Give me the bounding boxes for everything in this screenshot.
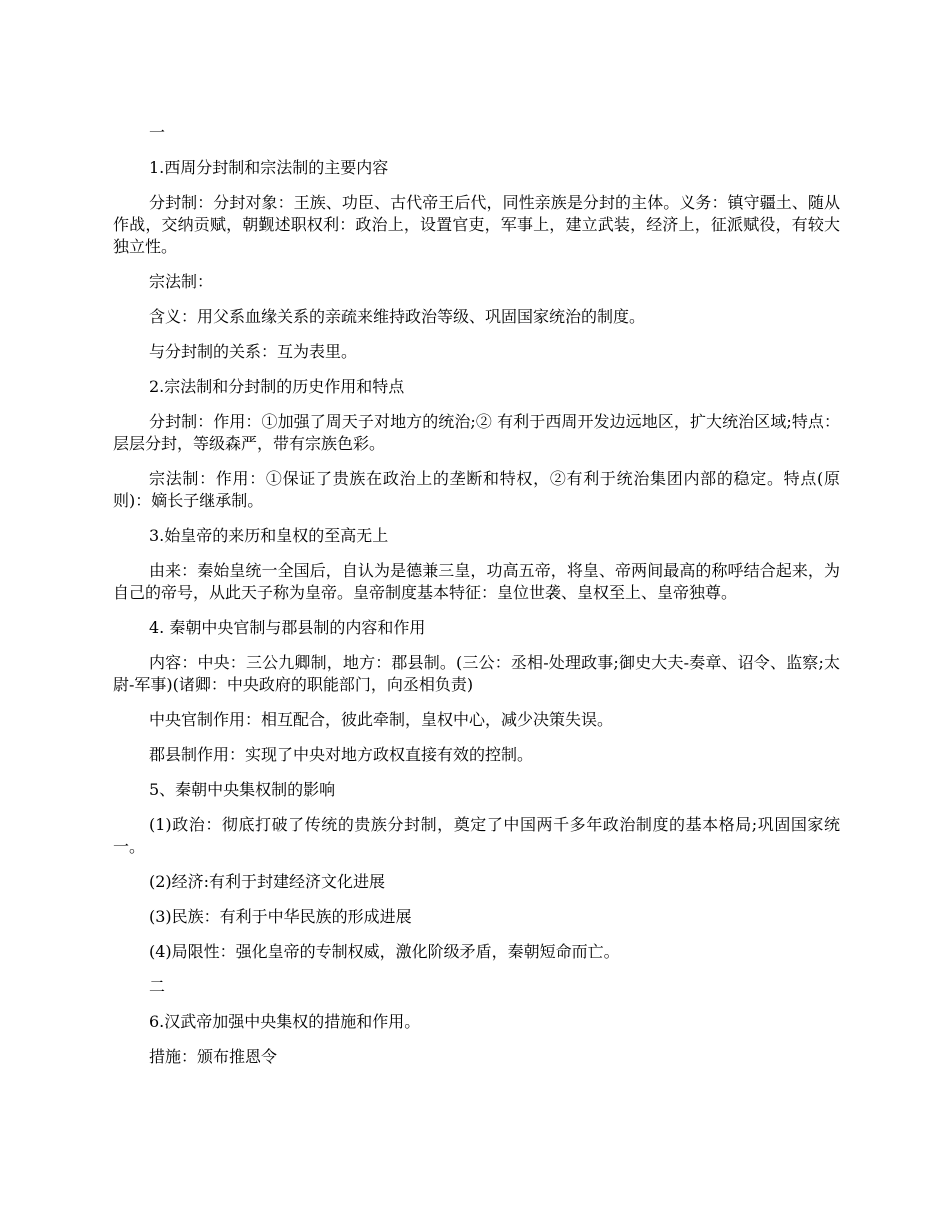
heading-6: 6.汉武帝加强中央集权的措施和作用。	[149, 1012, 421, 1031]
heading-4: 4. 秦朝中央官制与郡县制的内容和作用	[149, 618, 426, 637]
paragraph-county-role: 郡县制作用：实现了中央对地方政权直接有效的控制。	[149, 745, 534, 764]
heading-1: 1.西周分封制和宗法制的主要内容	[149, 158, 389, 177]
paragraph-zongfa-meaning: 含义：用父系血缘关系的亲疏来维持政治等级、巩固国家统治的制度。	[149, 307, 646, 326]
heading-2: 2.宗法制和分封制的历史作用和特点	[149, 377, 405, 396]
paragraph-measures: 措施：颁布推恩令	[149, 1047, 278, 1066]
section-marker-two: 二	[149, 977, 166, 996]
heading-3: 3.始皇帝的来历和皇权的至高无上	[149, 526, 389, 545]
paragraph-relationship: 与分封制的关系：互为表里。	[149, 342, 358, 361]
list-item-limitation: (4)局限性：强化皇帝的专制权威，激化阶级矛盾，秦朝短命而亡。	[149, 942, 620, 961]
paragraph-central-role: 中央官制作用：相互配合，彼此牵制，皇权中心，减少决策失误。	[149, 710, 614, 729]
heading-5: 5、秦朝中央集权制的影响	[149, 780, 336, 799]
paragraph-qin-content: 内容：中央：三公九卿制，地方：郡县制。(三公：丞相-处理政事;御史大夫-奏章、诏令、监察;太尉-军事)(诸卿：中央政府的职能部门，向丞相负责)	[113, 653, 840, 694]
paragraph-zongfa-label: 宗法制：	[149, 272, 214, 291]
paragraph-fengjian-role: 分封制：作用：①加强了周天子对地方的统治;② 有利于西周开发边远地区，扩大统治区域;特点：层层分封，等级森严，带有宗族色彩。	[113, 412, 840, 453]
list-item-nation: (3)民族：有利于中华民族的形成进展	[149, 907, 412, 926]
document-body	[113, 122, 840, 1081]
paragraph-zongfa-role: 宗法制：作用：①保证了贵族在政治上的垄断和特权，②有利于统治集团内部的稳定。特点(原则)：嫡长子继承制。	[113, 469, 840, 510]
section-marker-one: 一	[149, 123, 166, 142]
list-item-politics: (1)政治：彻底打破了传统的贵族分封制，奠定了中国两千多年政治制度的基本格局;巩固国家统一。	[113, 815, 840, 856]
list-item-economy: (2)经济:有利于封建经济文化进展	[149, 872, 386, 891]
paragraph-fengjian: 分封制：分封对象：王族、功臣、古代帝王后代，同性亲族是分封的主体。义务：镇守疆土、随从作战，交纳贡赋，朝觐述职权利：政治上，设置官吏，军事上，建立武装，经济上，征派赋役，有较大独立性。	[113, 193, 840, 256]
paragraph-emperor-origin: 由来：秦始皇统一全国后，自认为是德兼三皇，功高五帝，将皇、帝两间最高的称呼结合起来，为自己的帝号，从此天子称为皇帝。皇帝制度基本特征：皇位世袭、皇权至上、皇帝独尊。	[113, 561, 840, 602]
